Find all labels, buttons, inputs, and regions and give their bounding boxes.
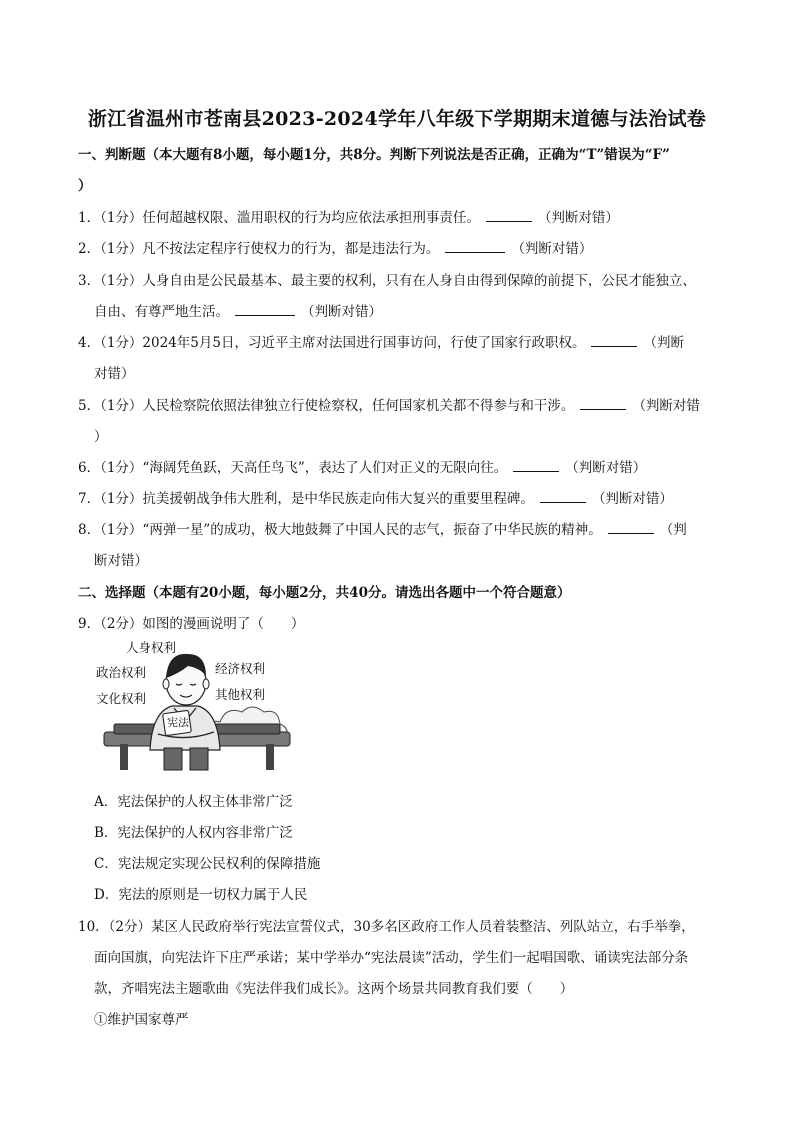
cartoon-label-book: 宪法 — [167, 716, 189, 729]
question-7-tail: （判断对错） — [591, 491, 673, 507]
question-10-line-2: 面向国旗，向宪法许下庄严承诺；某中学举办“宪法晨读”活动，学生们一起唱国歌、诵读宪法部分条 — [94, 950, 689, 966]
question-5-line-2: ） — [94, 429, 108, 445]
question-4-tail: （判断 — [643, 335, 684, 351]
question-8-text: 8．（1分）“两弹一星”的成功，极大地鼓舞了中国人民的志气，振奋了中华民族的精神。 — [78, 522, 602, 538]
question-4-line-1 — [78, 331, 684, 351]
cartoon-label-left-2: 文化权利 — [96, 691, 147, 706]
question-4-text: 4．（1分）2024年5月5日，习近平主席对法国进行国事访问，行使了国家行政职权。 — [78, 335, 586, 351]
answer-blank-7 — [540, 490, 586, 503]
cartoon-illustration — [92, 638, 302, 778]
answer-blank-5 — [580, 397, 626, 410]
question-2-tail: （判断对错） — [511, 241, 593, 257]
question-6-tail: （判断对错） — [565, 460, 647, 476]
question-1-tail: （判断对错） — [537, 210, 619, 226]
question-8-line-2: 断对错） — [94, 553, 148, 569]
answer-blank-1 — [486, 209, 532, 222]
question-4-line-2: 对错） — [94, 366, 135, 382]
answer-blank-4 — [591, 334, 637, 347]
question-8-line-1 — [78, 518, 687, 538]
question-3-text: 自由、有尊严地生活。 — [94, 304, 229, 320]
question-5-line-1 — [78, 394, 700, 414]
cartoon-drawing — [92, 638, 302, 778]
question-7 — [78, 487, 673, 507]
question-9-stem: 9．（2分）如图的漫画说明了（ ） — [78, 616, 305, 632]
question-10-item-1: ①维护国家尊严 — [94, 1012, 189, 1028]
section-1-heading-cont: ） — [78, 178, 92, 194]
option-b: B．宪法保护的人权内容非常广泛 — [94, 825, 293, 841]
answer-blank-8 — [608, 521, 654, 534]
cartoon-label-top: 人身权利 — [126, 640, 177, 655]
option-c: C．宪法规定实现公民权利的保障措施 — [94, 856, 321, 872]
question-5-tail: （判断对错 — [632, 398, 700, 414]
question-1 — [78, 206, 619, 226]
section-2-heading: 二、选择题（本题有20小题，每小题2分，共40分。请选出各题中一个符合题意） — [78, 585, 571, 601]
question-5-text: 5．（1分）人民检察院依照法律独立行使检察权，任何国家机关都不得参与和干涉。 — [78, 398, 575, 414]
answer-blank-6 — [513, 459, 559, 472]
question-8-tail: （判 — [659, 522, 687, 538]
question-2-text: 2．（1分）凡不按法定程序行使权力的行为，都是违法行为。 — [78, 241, 440, 257]
cartoon-label-right-1: 经济权利 — [215, 661, 266, 676]
question-10-line-1: 10．（2分）某区人民政府举行宪法宣誓仪式，30多名区政府工作人员着装整洁、列队站立，右手举拳， — [78, 919, 695, 935]
question-6-text: 6．（1分）“海阔凭鱼跃，天高任鸟飞”，表达了人们对正义的无限向往。 — [78, 460, 508, 476]
question-3-line-1: 3．（1分）人身自由是公民最基本、最主要的权利，只有在人身自由得到保障的前提下，公民才能独立、 — [78, 273, 696, 289]
question-2 — [78, 237, 592, 257]
question-3-line-2 — [94, 300, 382, 320]
section-1-heading: 一、判断题（本大题有8小题，每小题1分，共8分。判断下列说法是否正确，正确为“T”错误为“F” — [78, 147, 670, 163]
cartoon-label-right-2: 其他权利 — [215, 687, 266, 702]
option-a: A．宪法保护的人权主体非常广泛 — [94, 794, 293, 810]
cartoon-label-left-1: 政治权利 — [96, 665, 147, 680]
question-10-line-3: 款，齐唱宪法主题歌曲《宪法伴我们成长》。这两个场景共同教育我们要（ ） — [94, 981, 574, 997]
option-d: D．宪法的原则是一切权力属于人民 — [94, 887, 308, 903]
answer-blank-2 — [445, 240, 505, 253]
question-1-text: 1．（1分）任何超越权限、滥用职权的行为均应依法承担刑事责任。 — [78, 210, 480, 226]
question-3-tail: （判断对错） — [301, 304, 382, 320]
question-6 — [78, 456, 646, 476]
question-7-text: 7．（1分）抗美援朝战争伟大胜利，是中华民族走向伟大复兴的重要里程碑。 — [78, 491, 534, 507]
answer-blank-3 — [235, 303, 295, 316]
page-title: 浙江省温州市苍南县2023-2024学年八年级下学期期末道德与法治试卷 — [87, 108, 707, 130]
